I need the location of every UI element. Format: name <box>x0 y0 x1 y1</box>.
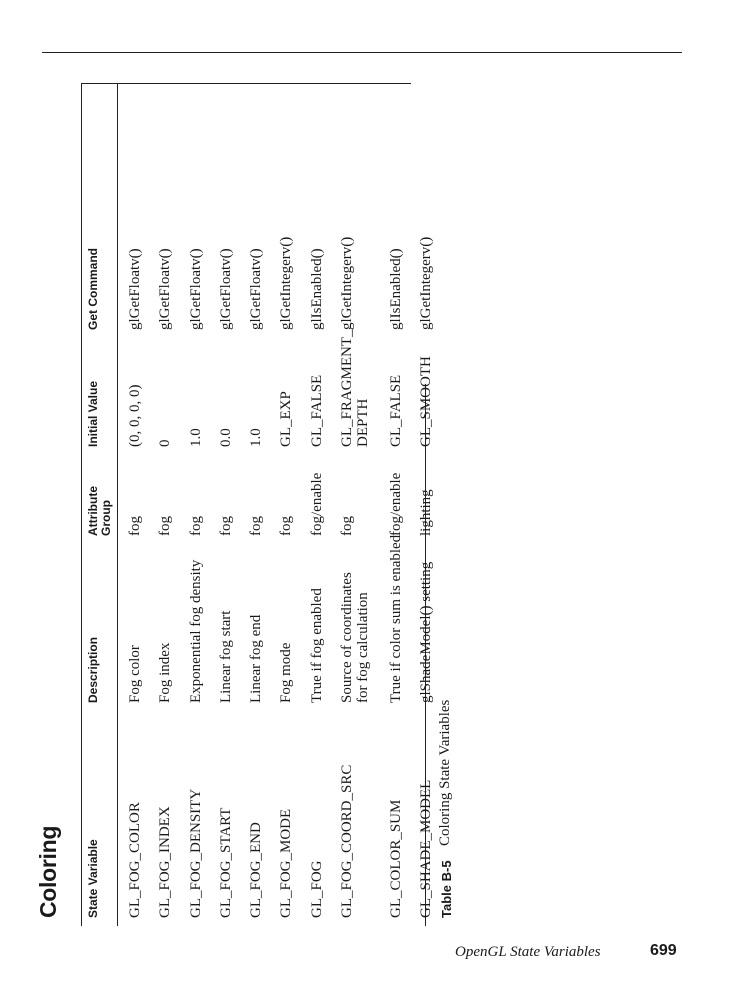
cell-state-variable: GL_FOG_START <box>218 807 234 918</box>
cell-state-variable: GL_FOG_INDEX <box>157 806 173 918</box>
cell-description: Fog color <box>127 645 143 703</box>
table-header-rule <box>117 84 118 926</box>
cell-get-command: glGetIntegerv() <box>278 236 294 330</box>
cell-description: Exponential fog density <box>188 559 204 703</box>
cell-initial-value: GL_FRAGMENT_ DEPTH <box>339 329 371 447</box>
running-footer-title: OpenGL State Variables <box>455 944 601 960</box>
caption-label: Table B-5 <box>439 860 454 918</box>
table-right-rule <box>81 83 411 84</box>
cell-initial-value: GL_EXP <box>278 391 294 447</box>
cell-initial-value: 0.0 <box>218 428 234 447</box>
cell-get-command: glGetIntegerv() <box>339 236 355 330</box>
cell-state-variable: GL_COLOR_SUM <box>388 799 404 918</box>
caption-text: Coloring State Variables <box>437 699 453 846</box>
cell-description: Linear fog start <box>218 610 234 703</box>
cell-description: Fog mode <box>278 642 294 703</box>
cell-attribute-group: fog/enable <box>388 472 404 536</box>
cell-get-command: glIsEnabled() <box>309 248 325 330</box>
cell-initial-value: 1.0 <box>248 428 264 447</box>
cell-state-variable: GL_FOG <box>309 860 325 918</box>
page-number: 699 <box>650 942 677 959</box>
cell-get-command: glIsEnabled() <box>388 248 404 330</box>
cell-attribute-group: lighting <box>418 489 434 536</box>
table-top-rule <box>81 84 82 926</box>
cell-get-command: glGetFloatv() <box>218 248 234 330</box>
cell-description: Source of coordinates for fog calculation <box>339 572 371 703</box>
header-state-variable: State Variable <box>86 839 100 918</box>
cell-get-command: glGetFloatv() <box>157 248 173 330</box>
cell-attribute-group: fog <box>157 516 173 536</box>
cell-attribute-group: fog <box>127 516 143 536</box>
cell-state-variable: GL_FOG_COORD_SRC <box>339 764 355 918</box>
cell-attribute-group: fog <box>218 516 234 536</box>
cell-attribute-group: fog <box>339 516 355 536</box>
header-initial-value: Initial Value <box>86 380 100 447</box>
cell-get-command: glGetIntegerv() <box>418 236 434 330</box>
cell-state-variable: GL_FOG_MODE <box>278 808 294 918</box>
cell-initial-value: GL_FALSE <box>388 374 404 447</box>
header-attribute-group: Attribute Group <box>86 486 113 536</box>
cell-initial-value: GL_SMOOTH <box>418 356 434 447</box>
cell-description: True if fog enabled <box>309 588 325 703</box>
cell-attribute-group: fog <box>248 516 264 536</box>
rotated-table-area <box>35 68 455 918</box>
header-get-command: Get Command <box>86 247 100 330</box>
page-top-rule <box>42 52 682 53</box>
cell-get-command: glGetFloatv() <box>188 248 204 330</box>
cell-description: True if color sum is enabled <box>388 534 404 703</box>
section-title: Coloring <box>35 825 61 918</box>
cell-initial-value: GL_FALSE <box>309 374 325 447</box>
cell-state-variable: GL_FOG_DENSITY <box>188 788 204 918</box>
cell-state-variable: GL_SHADE_MODEL <box>418 779 434 918</box>
cell-description: Fog index <box>157 642 173 703</box>
cell-attribute-group: fog/enable <box>309 472 325 536</box>
cell-description: glShadeModel() setting <box>418 561 434 703</box>
cell-state-variable: GL_FOG_END <box>248 822 264 918</box>
cell-attribute-group: fog <box>278 516 294 536</box>
cell-attribute-group: fog <box>188 516 204 536</box>
cell-initial-value: 1.0 <box>188 428 204 447</box>
cell-state-variable: GL_FOG_COLOR <box>127 802 143 918</box>
cell-initial-value: (0, 0, 0, 0) <box>127 384 143 447</box>
cell-description: Linear fog end <box>248 614 264 703</box>
header-description: Description <box>86 636 100 703</box>
cell-get-command: glGetFloatv() <box>127 248 143 330</box>
cell-initial-value: 0 <box>157 439 173 447</box>
cell-get-command: glGetFloatv() <box>248 248 264 330</box>
